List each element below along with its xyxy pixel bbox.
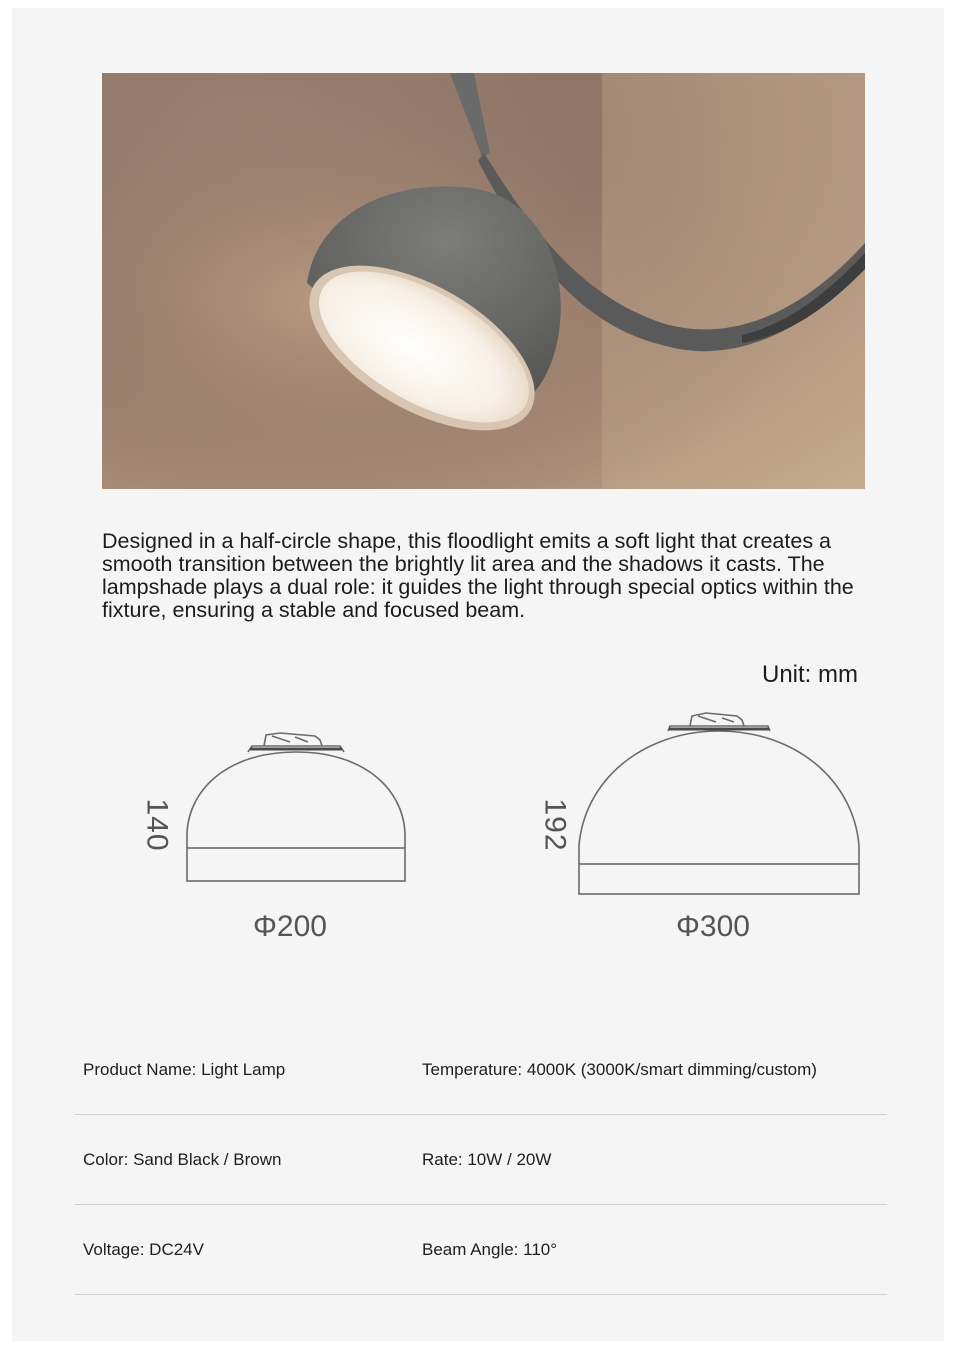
diameter-label-small: Φ200 bbox=[253, 910, 327, 943]
lamp-outline-small bbox=[180, 722, 412, 886]
dimension-drawing-large bbox=[572, 706, 866, 898]
lamp-illustration bbox=[102, 73, 865, 489]
spec-voltage: Voltage: DC24V bbox=[83, 1240, 204, 1259]
product-photo bbox=[102, 73, 865, 489]
diameter-label-large: Φ300 bbox=[676, 910, 750, 943]
spec-row bbox=[75, 1115, 887, 1205]
spec-product-name: Product Name: Light Lamp bbox=[83, 1060, 286, 1079]
spec-row bbox=[75, 1205, 887, 1295]
spec-rate: Rate: 10W / 20W bbox=[422, 1150, 552, 1169]
spec-beam-angle: Beam Angle: 110° bbox=[422, 1240, 558, 1259]
height-label-small: 140 bbox=[140, 798, 174, 852]
dimension-drawing-small bbox=[180, 722, 412, 886]
spec-row bbox=[75, 1025, 887, 1115]
unit-label: Unit: mm bbox=[762, 661, 858, 688]
spec-temperature: Temperature: 4000K (3000K/smart dimming/custom) bbox=[422, 1060, 817, 1079]
spec-color: Color: Sand Black / Brown bbox=[83, 1150, 282, 1169]
lamp-outline-large bbox=[572, 706, 866, 898]
specs-table bbox=[75, 1025, 887, 1295]
height-label-large: 192 bbox=[538, 798, 572, 852]
product-description: Designed in a half-circle shape, this floodlight emits a soft light that creates a smooth transition between the brightly lit area and the shadows it casts. The lampshade plays a dual role: it guides the light through special optics within the fixture, ensuring a stable and focused beam. bbox=[102, 529, 854, 622]
